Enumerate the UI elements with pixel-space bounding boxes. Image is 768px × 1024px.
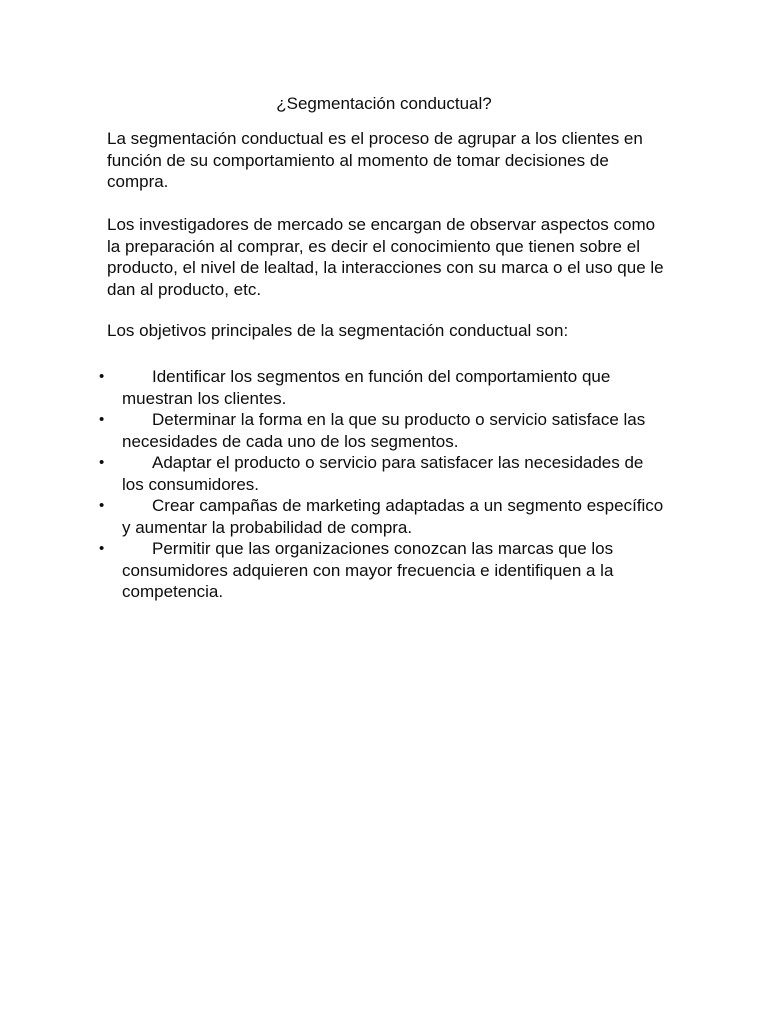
list-item-text: Determinar la forma en la que su producto o servicio satisface las necesidades de cada uno de los segmentos. bbox=[122, 410, 646, 451]
list-item bbox=[0, 538, 667, 603]
paragraph-definition: La segmentación conductual es el proceso de agrupar a los clientes en función de su comportamiento al momento de tomar decisiones de compra. bbox=[107, 129, 643, 191]
list-item-text: Crear campañas de marketing adaptadas a un segmento específico y aumentar la probabilidad de compra. bbox=[122, 496, 664, 537]
bullet-icon: • bbox=[99, 540, 105, 557]
document-title: ¿Segmentación conductual? bbox=[276, 94, 492, 113]
list-item-text: Permitir que las organizaciones conozcan las marcas que los consumidores adquieren con mayor frecuencia e identifiquen a la competencia. bbox=[122, 539, 614, 601]
list-item bbox=[0, 366, 667, 409]
paragraph-objectives-intro: Los objetivos principales de la segmentación conductual son: bbox=[107, 321, 569, 340]
list-item bbox=[0, 452, 667, 495]
list-item-text: Adaptar el producto o servicio para satisfacer las necesidades de los consumidores. bbox=[122, 453, 644, 494]
list-item bbox=[0, 495, 667, 538]
objectives-list bbox=[0, 366, 768, 603]
bullet-icon: • bbox=[99, 497, 105, 514]
bullet-icon: • bbox=[99, 411, 105, 428]
list-item bbox=[0, 409, 667, 452]
paragraph-researchers: Los investigadores de mercado se encargan de observar aspectos como la preparación al comprar, es decir el conocimiento que tienen sobre el producto, el nivel de lealtad, la interacciones con su marca o el uso que le dan al producto, etc. bbox=[107, 215, 664, 299]
bullet-icon: • bbox=[99, 454, 105, 471]
list-item-text: Identificar los segmentos en función del comportamiento que muestran los clientes. bbox=[122, 367, 611, 408]
bullet-icon: • bbox=[99, 368, 105, 385]
